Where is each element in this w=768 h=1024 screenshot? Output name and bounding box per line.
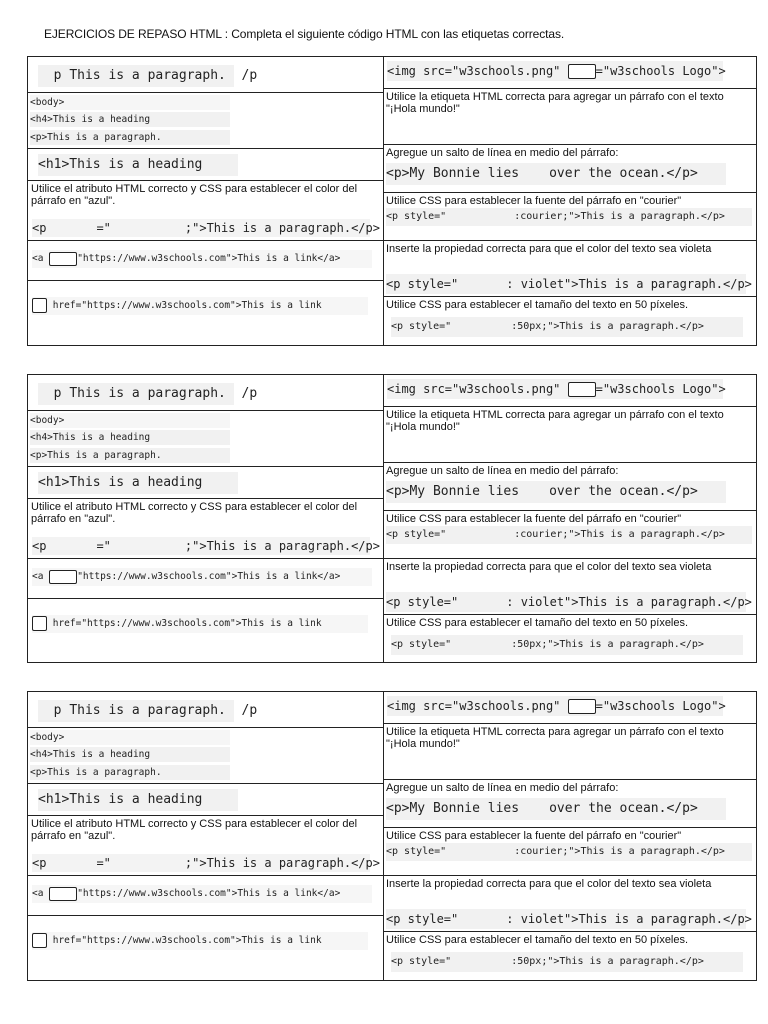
color-violet-cell: [383, 559, 756, 615]
color-violet-instruction: Inserte la propiedad correcta para que el color del texto sea violeta: [386, 243, 712, 255]
img-alt-code-start: <img src="w3schools.png": [387, 64, 561, 78]
link-attr-code-end: "https://www.w3schools.com">This is a link</a>: [77, 888, 341, 899]
line-break-code-start: <p>My Bonnie lies: [386, 801, 520, 816]
img-alt-cell: [383, 692, 756, 724]
color-violet-code-end: : violet">This is a paragraph.</p>: [506, 595, 752, 609]
css-color-code-start: <p: [32, 539, 47, 553]
css-color-code-start: <p: [32, 856, 47, 870]
link-attr-cell: [28, 559, 383, 599]
img-alt-cell: [383, 375, 756, 407]
font-size-instruction: Utilice CSS para establecer el tamaño del texto en 50 píxeles.: [386, 617, 689, 629]
color-violet-code: [386, 274, 752, 294]
font-courier-instruction: Utilice CSS para establecer la fuente del párrafo en "courier": [386, 830, 682, 842]
paragraph-tags-code: [38, 700, 258, 722]
color-violet-code-start: <p style=": [386, 277, 459, 291]
link-attr-cell: [28, 876, 383, 916]
body-line-2: <h4>This is a heading: [30, 112, 230, 127]
h1-cell: [28, 467, 383, 499]
h1-code: <h1>This is a heading: [38, 472, 238, 494]
link-attr-code-end: "https://www.w3schools.com">This is a link</a>: [77, 571, 341, 582]
link-tag-code-end: href="https://www.w3schools.com">This is a link: [52, 300, 322, 311]
css-color-code-start: <p: [32, 221, 47, 235]
link-attr-code-start: <a: [32, 888, 44, 899]
font-size-code-start: <p style=": [391, 639, 452, 650]
img-alt-code-end: ="w3schools Logo">: [595, 699, 726, 713]
css-color-code-eq: =": [96, 856, 111, 870]
link-tag-code-end: href="https://www.w3schools.com">This is a link: [52, 618, 322, 629]
line-break-code-end: over the ocean.</p>: [549, 801, 698, 816]
hola-mundo-cell: [383, 407, 756, 463]
font-courier-code-start: <p style=": [386, 211, 447, 222]
css-color-code: [32, 219, 380, 237]
font-size-code: [391, 317, 743, 337]
hola-mundo-instruction: Utilice la etiqueta HTML correcta para agregar un párrafo con el texto "¡Hola mundo!": [386, 726, 724, 750]
css-color-cell: [28, 181, 383, 241]
font-courier-code: [386, 526, 752, 544]
font-size-code: [391, 635, 743, 655]
img-alt-code: [387, 61, 726, 81]
body-block-cell: [28, 728, 383, 784]
paragraph-text: This is a paragraph.: [69, 386, 226, 401]
color-violet-cell: [383, 876, 756, 932]
hola-mundo-cell: [383, 724, 756, 780]
line-break-code: [386, 798, 726, 820]
line-break-code-end: over the ocean.</p>: [549, 166, 698, 181]
paragraph-text: This is a paragraph.: [69, 703, 226, 718]
line-break-code: [386, 481, 726, 503]
css-color-cell: [28, 499, 383, 559]
link-attr-blank[interactable]: [49, 570, 77, 584]
img-alt-code-end: ="w3schools Logo">: [595, 64, 726, 78]
img-alt-blank[interactable]: [568, 382, 596, 397]
worksheet-block-1: [27, 56, 757, 346]
font-courier-code: [386, 843, 752, 861]
body-line-1: <body>: [30, 730, 230, 745]
font-size-code-end: :50px;">This is a paragraph.</p>: [511, 321, 704, 332]
css-color-code-eq: =": [96, 221, 111, 235]
body-block-cell: [28, 93, 383, 149]
font-courier-code-end: :courier;">This is a paragraph.</p>: [514, 846, 725, 857]
link-attr-blank[interactable]: [49, 887, 77, 901]
font-size-code: [391, 952, 743, 972]
body-block-cell: [28, 411, 383, 467]
font-courier-cell: [383, 193, 756, 241]
color-violet-code-start: <p style=": [386, 595, 459, 609]
color-violet-code: [386, 909, 752, 929]
color-violet-cell: [383, 241, 756, 297]
body-line-3: <p>This is a paragraph.: [30, 765, 230, 780]
paragraph-tags-code: [38, 383, 258, 405]
line-break-cell: [383, 145, 756, 193]
color-violet-code-end: : violet">This is a paragraph.</p>: [506, 277, 752, 291]
img-alt-code-start: <img src="w3schools.png": [387, 382, 561, 396]
line-break-code-end: over the ocean.</p>: [549, 484, 698, 499]
line-break-cell: [383, 780, 756, 828]
css-color-instruction: Utilice el atributo HTML correcto y CSS para establecer el color del párrafo en "azul".: [31, 501, 358, 525]
link-attr-cell: [28, 241, 383, 281]
css-color-code-end: ;">This is a paragraph.</p>: [184, 856, 380, 870]
color-violet-code-end: : violet">This is a paragraph.</p>: [506, 912, 752, 926]
img-alt-cell: [383, 57, 756, 89]
p-close-tag: /p: [241, 68, 258, 83]
worksheet-block-3: [27, 691, 757, 981]
link-attr-code-start: <a: [32, 253, 44, 264]
link-tag-cell: [28, 599, 383, 662]
body-line-1: <body>: [30, 95, 230, 110]
css-color-code: [32, 537, 380, 555]
font-courier-code-end: :courier;">This is a paragraph.</p>: [514, 529, 725, 540]
h1-code: <h1>This is a heading: [38, 789, 238, 811]
img-alt-blank[interactable]: [568, 699, 596, 714]
left-column: [28, 57, 384, 345]
font-size-code-start: <p style=": [391, 956, 452, 967]
left-column: [28, 692, 384, 980]
font-courier-instruction: Utilice CSS para establecer la fuente del párrafo en "courier": [386, 513, 682, 525]
p-close-tag: /p: [241, 386, 258, 401]
font-size-cell: [383, 932, 756, 980]
right-column: [383, 692, 756, 980]
link-attr-blank[interactable]: [49, 252, 77, 266]
font-size-code-end: :50px;">This is a paragraph.</p>: [511, 956, 704, 967]
line-break-instruction: Agregue un salto de línea en medio del párrafo:: [386, 782, 619, 794]
link-attr-code-start: <a: [32, 571, 44, 582]
link-attr-code: [32, 885, 372, 903]
link-tag-blank[interactable]: [32, 933, 47, 948]
img-alt-blank[interactable]: [568, 64, 596, 79]
worksheet-title: EJERCICIOS DE REPASO HTML : Completa el siguiente código HTML con las etiquetas correctas.: [44, 27, 565, 41]
link-tag-cell: [28, 281, 383, 345]
link-tag-code: [32, 932, 368, 950]
css-color-code: [32, 854, 380, 872]
h1-cell: [28, 149, 383, 181]
body-line-3: <p>This is a paragraph.: [30, 130, 230, 145]
color-violet-instruction: Inserte la propiedad correcta para que el color del texto sea violeta: [386, 878, 712, 890]
link-tag-code: [32, 615, 368, 633]
img-alt-code: [387, 696, 726, 716]
link-attr-code: [32, 568, 372, 586]
img-alt-code-end: ="w3schools Logo">: [595, 382, 726, 396]
paragraph-tags-cell: [28, 692, 383, 728]
img-alt-code-start: <img src="w3schools.png": [387, 699, 561, 713]
font-size-cell: [383, 615, 756, 662]
p-close-tag: /p: [241, 703, 258, 718]
link-tag-cell: [28, 916, 383, 980]
hola-mundo-cell: [383, 89, 756, 145]
worksheet-block-2: [27, 374, 757, 663]
css-color-code-end: ;">This is a paragraph.</p>: [184, 221, 380, 235]
color-violet-code: [386, 592, 752, 612]
font-courier-cell: [383, 828, 756, 876]
body-line-2: <h4>This is a heading: [30, 747, 230, 762]
line-break-code-start: <p>My Bonnie lies: [386, 484, 520, 499]
font-courier-code: [386, 208, 752, 226]
font-size-cell: [383, 297, 756, 345]
color-violet-instruction: Inserte la propiedad correcta para que el color del texto sea violeta: [386, 561, 712, 573]
css-color-code-end: ;">This is a paragraph.</p>: [184, 539, 380, 553]
link-tag-blank[interactable]: [32, 298, 47, 313]
link-tag-code: [32, 297, 368, 315]
font-courier-cell: [383, 511, 756, 559]
font-courier-code-start: <p style=": [386, 529, 447, 540]
line-break-code: [386, 163, 726, 185]
css-color-instruction: Utilice el atributo HTML correcto y CSS para establecer el color del párrafo en "azul".: [31, 183, 358, 207]
hola-mundo-instruction: Utilice la etiqueta HTML correcta para agregar un párrafo con el texto "¡Hola mundo!": [386, 91, 724, 115]
line-break-cell: [383, 463, 756, 511]
font-size-code-start: <p style=": [391, 321, 452, 332]
h1-cell: [28, 784, 383, 816]
img-alt-code: [387, 379, 726, 399]
h1-code: <h1>This is a heading: [38, 154, 238, 176]
p-open-tag: p: [53, 386, 62, 401]
css-color-cell: [28, 816, 383, 876]
left-column: [28, 375, 384, 662]
line-break-instruction: Agregue un salto de línea en medio del párrafo:: [386, 147, 619, 159]
font-size-instruction: Utilice CSS para establecer el tamaño del texto en 50 píxeles.: [386, 299, 689, 311]
link-tag-code-end: href="https://www.w3schools.com">This is a link: [52, 935, 322, 946]
right-column: [383, 57, 756, 345]
css-color-code-eq: =": [96, 539, 111, 553]
font-size-instruction: Utilice CSS para establecer el tamaño del texto en 50 píxeles.: [386, 934, 689, 946]
hola-mundo-instruction: Utilice la etiqueta HTML correcta para agregar un párrafo con el texto "¡Hola mundo!": [386, 409, 724, 433]
line-break-code-start: <p>My Bonnie lies: [386, 166, 520, 181]
paragraph-tags-cell: [28, 375, 383, 411]
font-size-code-end: :50px;">This is a paragraph.</p>: [511, 639, 704, 650]
body-line-1: <body>: [30, 413, 230, 428]
font-courier-instruction: Utilice CSS para establecer la fuente del párrafo en "courier": [386, 195, 682, 207]
link-attr-code-end: "https://www.w3schools.com">This is a link</a>: [77, 253, 341, 264]
link-attr-code: [32, 250, 372, 268]
font-courier-code-start: <p style=": [386, 846, 447, 857]
p-open-tag: p: [53, 68, 62, 83]
line-break-instruction: Agregue un salto de línea en medio del párrafo:: [386, 465, 619, 477]
body-line-3: <p>This is a paragraph.: [30, 448, 230, 463]
css-color-instruction: Utilice el atributo HTML correcto y CSS para establecer el color del párrafo en "azul".: [31, 818, 358, 842]
paragraph-text: This is a paragraph.: [69, 68, 226, 83]
font-courier-code-end: :courier;">This is a paragraph.</p>: [514, 211, 725, 222]
color-violet-code-start: <p style=": [386, 912, 459, 926]
link-tag-blank[interactable]: [32, 616, 47, 631]
body-line-2: <h4>This is a heading: [30, 430, 230, 445]
paragraph-tags-cell: [28, 57, 383, 93]
p-open-tag: p: [53, 703, 62, 718]
paragraph-tags-code: [38, 65, 258, 87]
right-column: [383, 375, 756, 662]
